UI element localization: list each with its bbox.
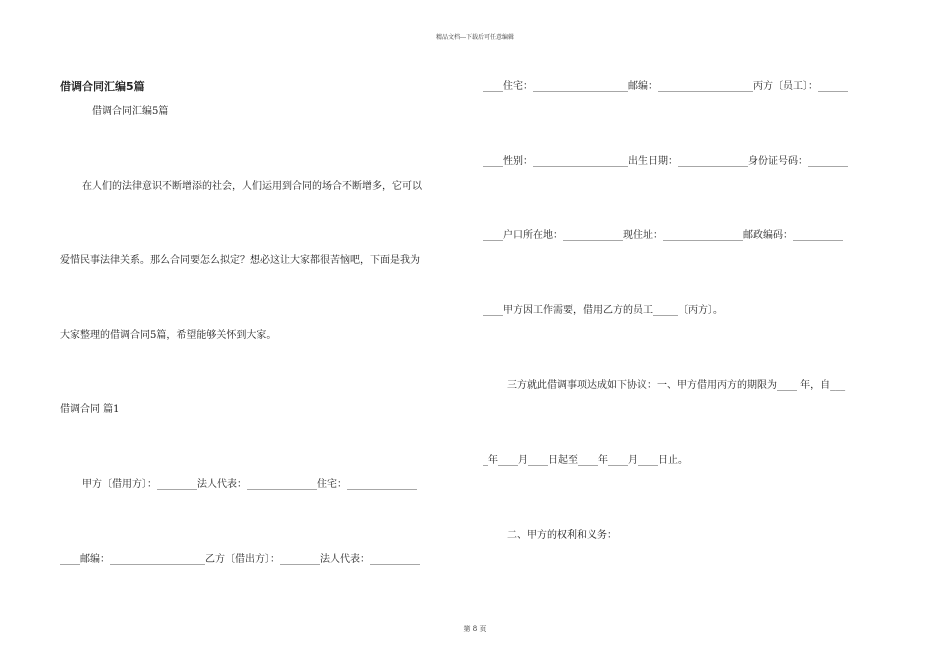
intro-paragraph-line-1: 在人们的法律意识不断增添的社会，人们运用到合同的场合不断增多，它可以: [82, 181, 422, 192]
right-line-5: 三方就此借调事项达成如下协议：一、甲方借用丙方的期限为____ 年，自___: [507, 380, 846, 391]
document-subtitle: 借调合同汇编5篇: [92, 106, 169, 117]
intro-paragraph-line-2: 爱惜民事法律关系。那么合同要怎么拟定？想必这让大家都很苦恼吧，下面是我为: [60, 255, 420, 266]
page-number: 第 8 页: [463, 625, 487, 633]
right-line-6: _年____月____日起至____年____月____日止。: [483, 455, 688, 466]
party-info-line-2: ____邮编：___________________乙方〔借出方〕：________法人代表：__________: [60, 554, 420, 565]
section-heading: 借调合同 篇1: [60, 404, 120, 415]
right-line-3: ____户口所在地：____________现住址：________________邮政编码：__________: [483, 230, 843, 241]
right-line-1: ____住宅：___________________邮编：___________________丙方〔员工〕：______: [483, 81, 848, 92]
party-info-line-1: 甲方〔借用方〕：________法人代表：______________住宅：______________: [82, 479, 417, 490]
right-line-7: 二、甲方的权利和义务：: [507, 530, 617, 541]
right-line-4: ____甲方因工作需要，借用乙方的员工_____〔丙方〕。: [483, 305, 723, 316]
intro-paragraph-line-3: 大家整理的借调合同5篇，希望能够关怀到大家。: [60, 330, 277, 341]
right-line-2: ____性别：___________________出生日期：______________身份证号码：________: [483, 156, 848, 167]
document-title: 借调合同汇编5篇: [60, 80, 145, 93]
page-header-note: 精品文档---下载后可任意编辑: [435, 34, 515, 41]
